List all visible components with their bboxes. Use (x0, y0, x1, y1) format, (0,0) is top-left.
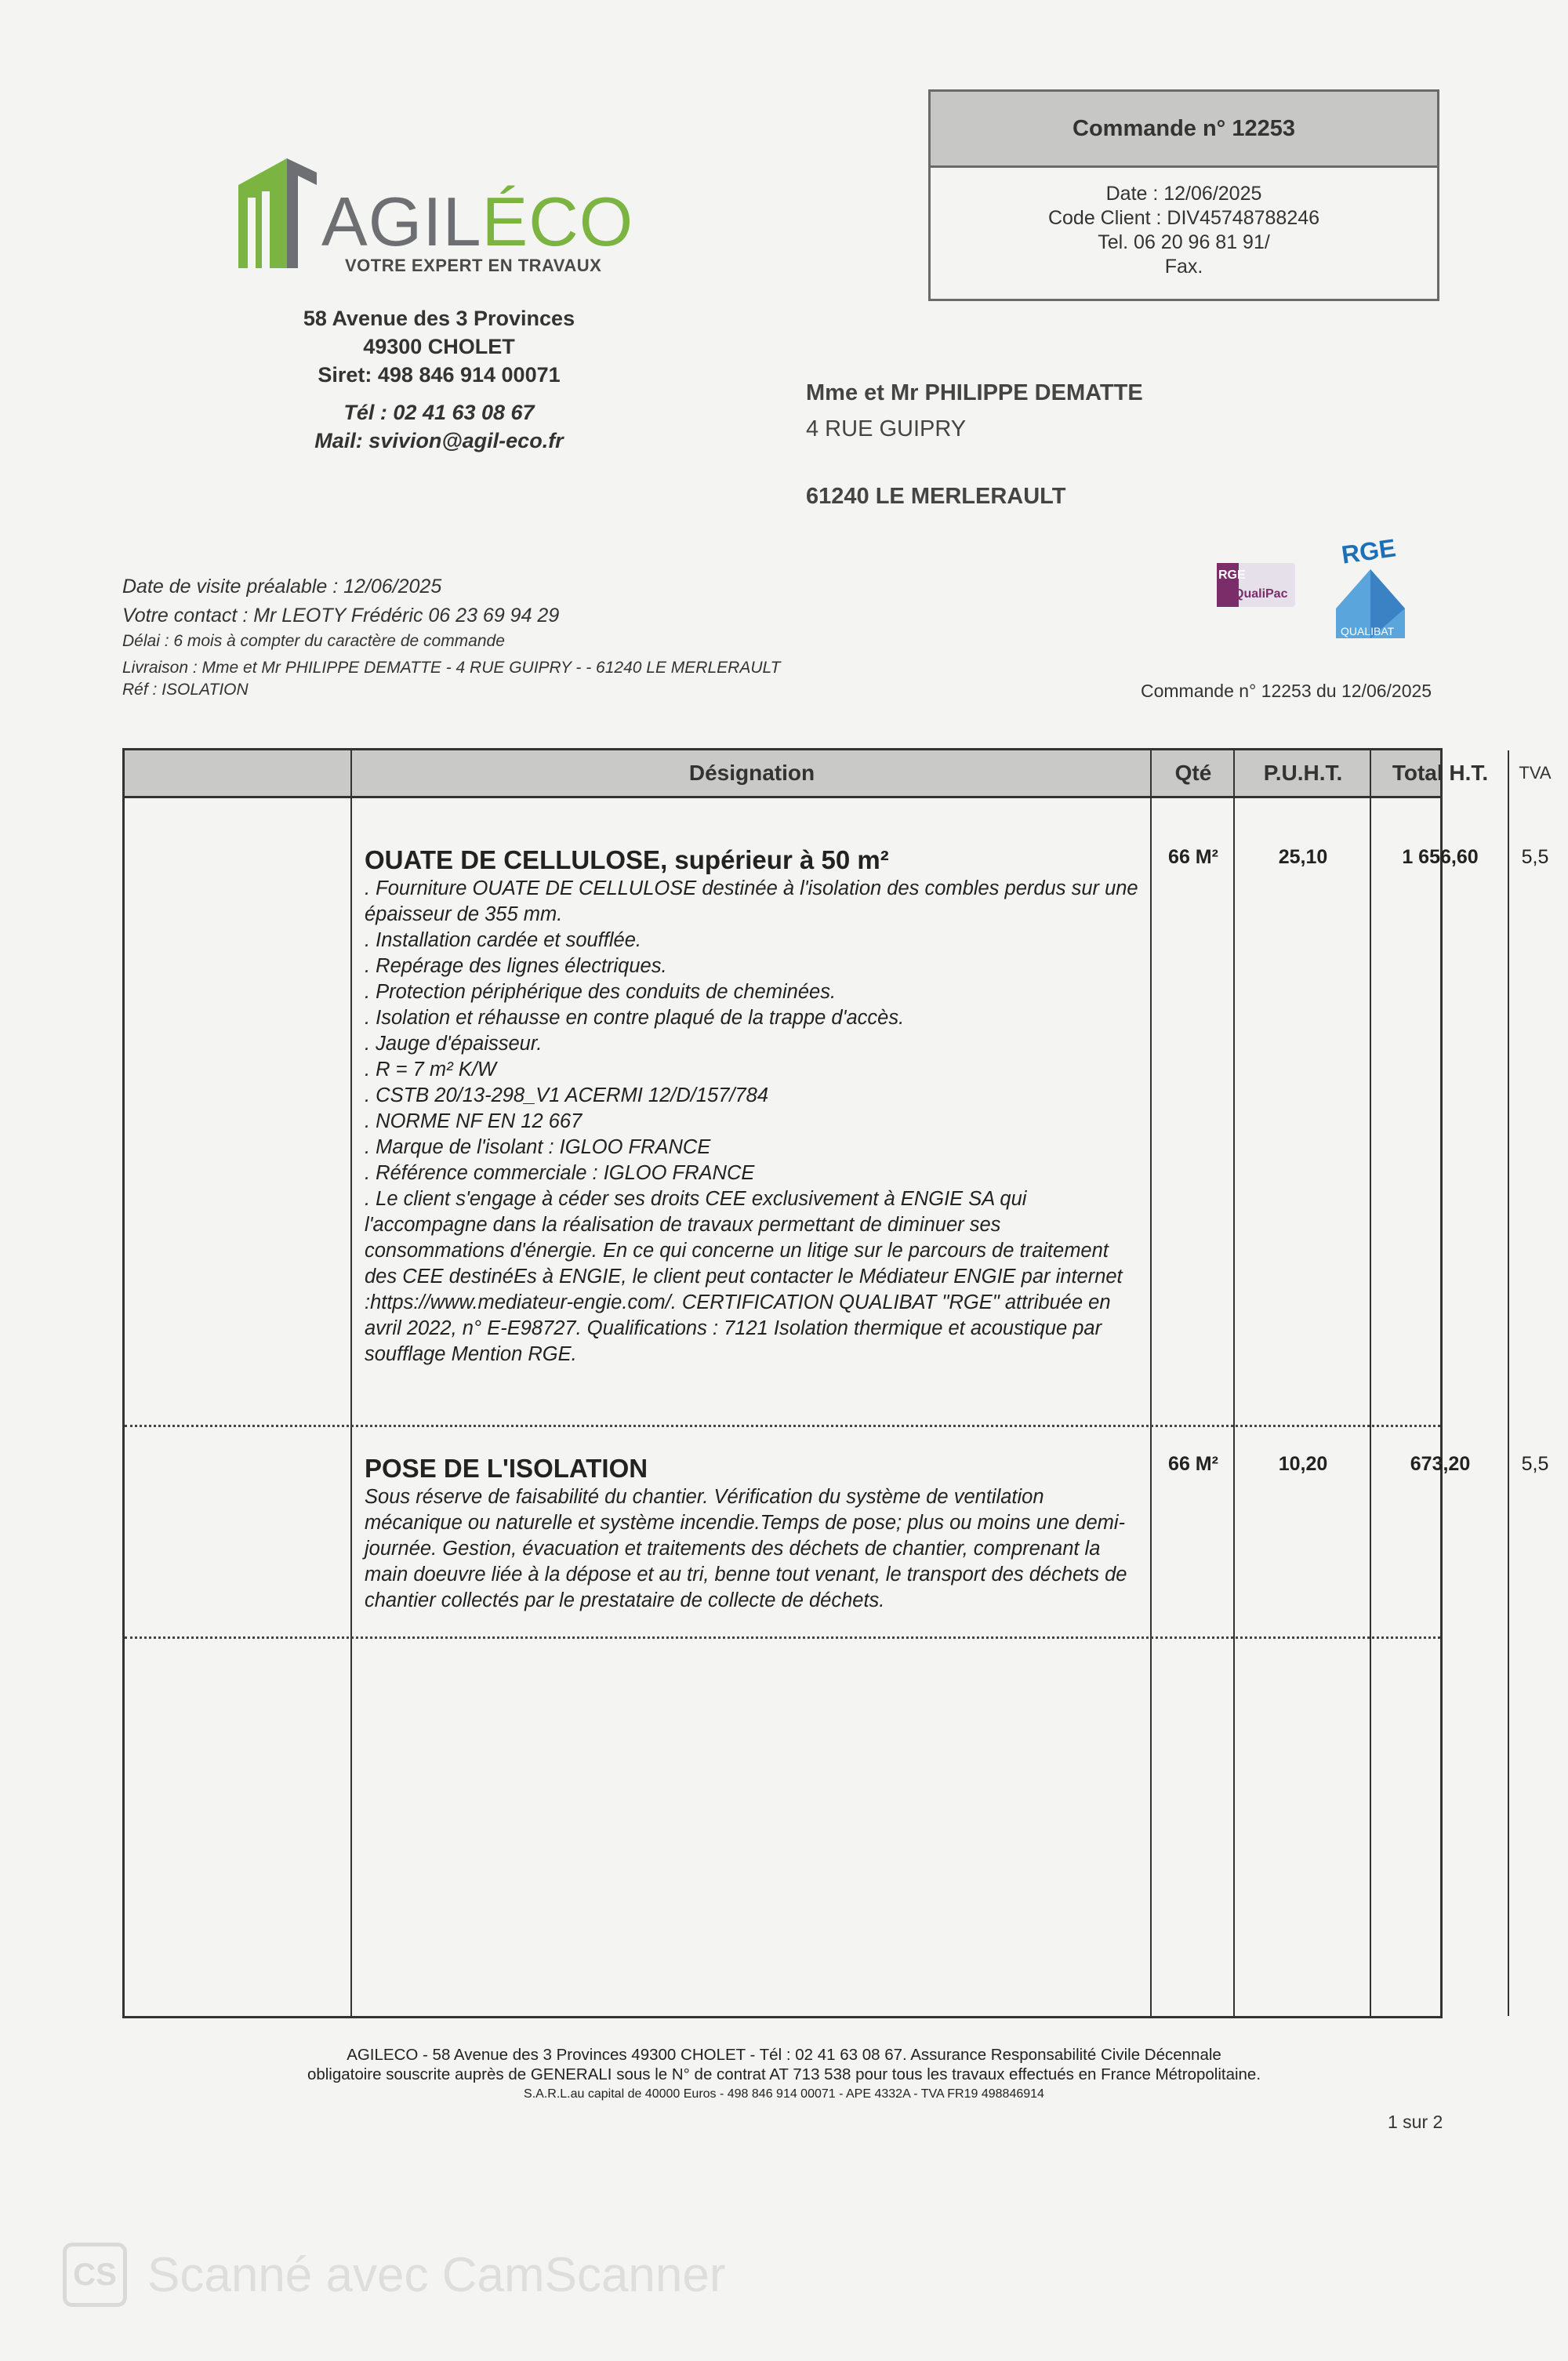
order-title: Commande n° 12253 (931, 92, 1437, 168)
visit-date: Date de visite préalable : 12/06/2025 (122, 576, 442, 598)
client-city: 61240 LE MERLERAULT (806, 484, 1066, 509)
row-unit-price: 25,10 (1278, 846, 1328, 868)
table-row (365, 1453, 1141, 1614)
svg-text:RGE: RGE (1218, 568, 1246, 582)
row-title: POSE DE L'ISOLATION (365, 1454, 648, 1483)
svg-text:QUALIBAT: QUALIBAT (1341, 625, 1395, 637)
row-total: 673,20 (1410, 1453, 1471, 1475)
row-tva: 5,5 (1521, 846, 1549, 868)
order-box (928, 89, 1439, 301)
delivery: Livraison : Mme et Mr PHILIPPE DEMATTE - 4 RUE GUIPRY - - 61240 LE MERLERAULT (122, 659, 781, 677)
delay: Délai : 6 mois à compter du caractère de commande (122, 632, 505, 650)
row-qty: 66 M² (1168, 1453, 1218, 1475)
client-name: Mme et Mr PHILIPPE DEMATTE (806, 380, 1143, 405)
company-address: 58 Avenue des 3 Provinces (303, 307, 575, 330)
reference: Réf : ISOLATION (122, 681, 249, 699)
footer-line-1: AGILECO - 58 Avenue des 3 Provinces 49300 CHOLET - Tél : 02 41 63 08 67. Assurance Responsabilité Civile Décennale (347, 2046, 1221, 2064)
page-number: 1 sur 2 (1388, 2112, 1443, 2132)
header-designation: Désignation (688, 761, 815, 785)
footer-line-3: S.A.R.L.au capital de 40000 Euros - 498 846 914 00071 - APE 4332A - TVA FR19 498846914 (524, 2087, 1044, 2101)
order-date: Date : 12/06/2025 (1105, 183, 1262, 205)
header-qty: Qté (1174, 761, 1212, 785)
order-client-code: Code Client : DIV45748788246 (1047, 207, 1320, 229)
agileco-logo-icon (232, 154, 318, 271)
row-tva: 5,5 (1521, 1453, 1549, 1475)
table-row (365, 845, 1141, 1368)
row-qty: 66 M² (1168, 846, 1218, 868)
header-total: Total H.T. (1392, 761, 1489, 785)
header-unit-price: P.U.H.T. (1263, 761, 1343, 785)
footer-line-2: obligatoire souscrite auprès de GENERALI sous le N° de contrat AT 713 538 pour tous les travaux effectués en France Métropolitaine. (307, 2065, 1261, 2083)
client-address (806, 375, 1143, 514)
watermark-text: Scanné avec CamScanner (147, 2247, 726, 2302)
footer (235, 2045, 1333, 2104)
scanner-watermark (63, 2243, 726, 2307)
camscanner-icon: CS (63, 2243, 127, 2307)
order-tel: Tel. 06 20 96 81 91/ (1098, 231, 1270, 253)
order-fax: Fax. (1164, 256, 1203, 278)
quote-table (122, 748, 1552, 2018)
company-info (235, 304, 643, 455)
quote-info (122, 572, 780, 701)
row-description: . Fourniture OUATE DE CELLULOSE destinée à l'isolation des combles perdus sur une épaisseur de 355 mm. . Installation cardée et soufflée. . Repérage des lignes électriques. . Protection périphérique des conduits de cheminées. . Isolation et réhausse en contre plaqué de la trappe d'accès. . Jauge d'épaisseur. . R = 7 m² K/W . CSTB 20/13-298_V1 ACERMI 12/D/157/784 . NORME NF EN 12 667 . Marque de l'isolant : IGLOO FRANCE . Référence commerciale : IGLOO FRANCE . Le client s'engage à céder ses droits CEE exclusivement à ENGIE SA qui l'accompagne dans la réalisation de travaux permettant de diminuer ses consommations d'énergie. En ce qui concerne un litige sur le parcours de traitement des CEE destinéEs à ENGIE, le client peut contacter le Médiateur ENGIE par internet :https://www.mediateur-engie.com/. CERTIFICATION QUALIBAT "RGE" attribuée en avril 2022, n° E-E98727. Qualifications : 7121 Isolation thermique et acoustique par soufflage Mention RGE. (365, 877, 1138, 1365)
company-city: 49300 CHOLET (363, 335, 515, 358)
header-tva: TVA (1519, 763, 1552, 783)
rge-qualipac-badge-icon (1217, 557, 1301, 612)
table-header (125, 750, 1552, 798)
row-total: 1 656,60 (1402, 846, 1479, 868)
order-reference: Commande n° 12253 du 12/06/2025 (1141, 681, 1432, 701)
rge-qualibat-badge-icon (1330, 533, 1411, 643)
row-description: Sous réserve de faisabilité du chantier. Vérification du système de ventilation mécanique ou naturelle et système incendie.Temps de pose; plus ou moins une demi-journée. Gestion, évacuation et traitements des déchets de chantier, comprenant la main doeuvre liée à la dépose et au tri, benne tout venant, le transport des déchets de chantier collectés par le prestataire de collecte de déchets. (365, 1486, 1127, 1611)
company-siret: Siret: 498 846 914 00071 (318, 363, 561, 387)
svg-text:QualiPac: QualiPac (1234, 587, 1288, 601)
row-unit-price: 10,20 (1278, 1453, 1328, 1475)
logo-tagline: VOTRE EXPERT EN TRAVAUX (345, 256, 602, 275)
company-mail: Mail: svivion@agil-eco.fr (314, 429, 564, 452)
row-title: OUATE DE CELLULOSE, supérieur à 50 m² (365, 845, 889, 874)
client-street: 4 RUE GUIPRY (806, 416, 967, 441)
logo-wordmark: AGILÉCO (321, 183, 634, 260)
contact: Votre contact : Mr LEOTY Frédéric 06 23 69 94 29 (122, 605, 560, 627)
company-phone: Tél : 02 41 63 08 67 (343, 401, 535, 424)
svg-text:RGE: RGE (1339, 533, 1398, 569)
